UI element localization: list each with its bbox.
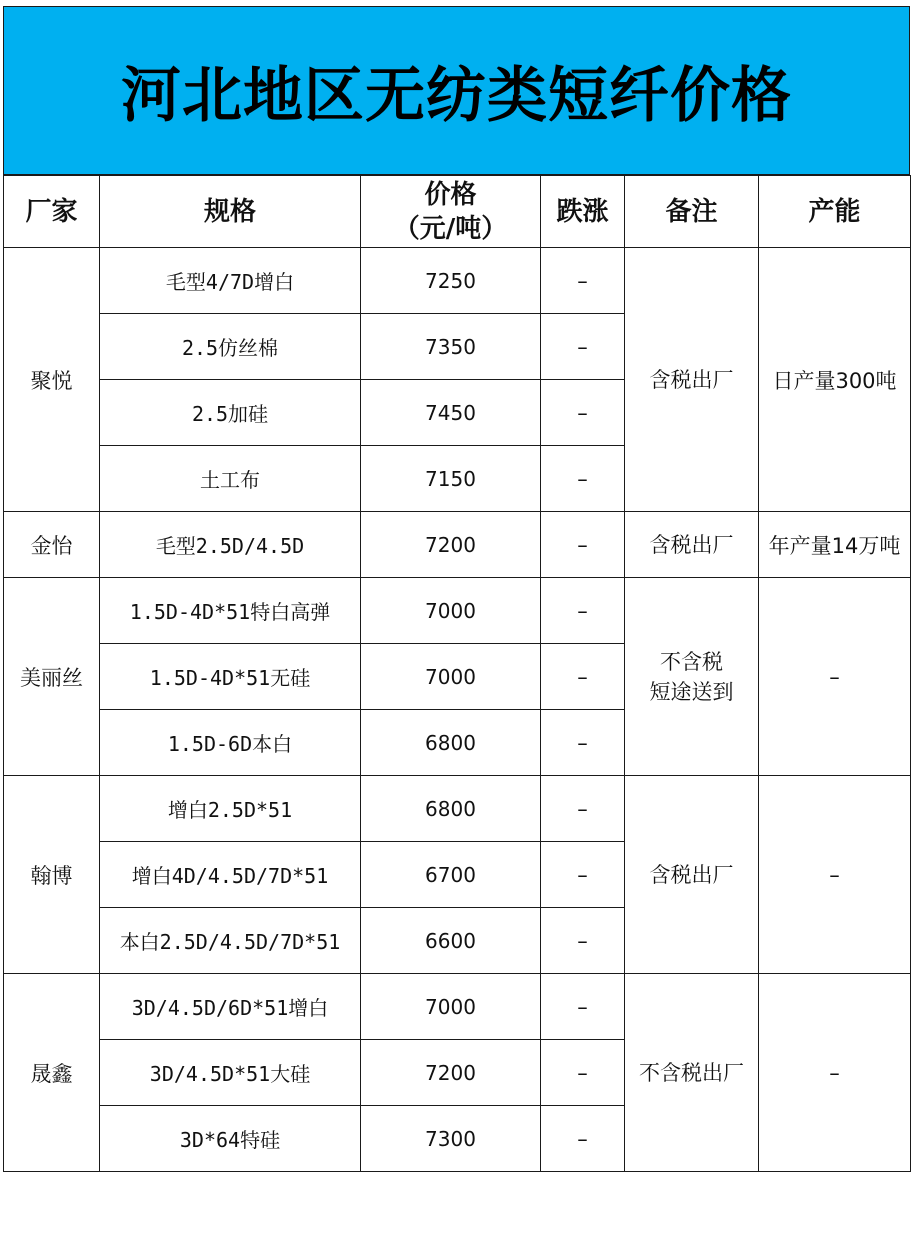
change-cell: – — [541, 974, 625, 1040]
note-cell: 含税出厂 — [625, 248, 759, 512]
price-cell: 6800 — [361, 776, 541, 842]
spec-cell: 本白2.5D/4.5D/7D*51 — [100, 908, 361, 974]
price-cell: 7200 — [361, 1040, 541, 1106]
header-change: 跌涨 — [541, 176, 625, 248]
price-cell: 6800 — [361, 710, 541, 776]
spec-cell: 2.5仿丝棉 — [100, 314, 361, 380]
header-spec: 规格 — [100, 176, 361, 248]
price-cell: 7000 — [361, 578, 541, 644]
table-row — [4, 974, 911, 1040]
header-factory: 厂家 — [4, 176, 100, 248]
price-cell: 7300 — [361, 1106, 541, 1172]
header-price-unit: （元/吨） — [393, 213, 508, 244]
note-cell: 含税出厂 — [625, 776, 759, 974]
price-cell: 7450 — [361, 380, 541, 446]
factory-cell: 聚悦 — [4, 248, 100, 512]
spec-cell: 3D/4.5D*51大硅 — [100, 1040, 361, 1106]
spec-cell: 2.5加硅 — [100, 380, 361, 446]
price-cell: 6700 — [361, 842, 541, 908]
factory-cell: 晟鑫 — [4, 974, 100, 1172]
capacity-cell: 日产量300吨 — [759, 248, 911, 512]
change-cell: – — [541, 908, 625, 974]
price-cell: 6600 — [361, 908, 541, 974]
price-cell: 7000 — [361, 644, 541, 710]
header-price — [361, 176, 541, 248]
change-cell: – — [541, 314, 625, 380]
capacity-cell: 年产量14万吨 — [759, 512, 911, 578]
header-capacity: 产能 — [759, 176, 911, 248]
capacity-cell: – — [759, 776, 911, 974]
change-cell: – — [541, 1040, 625, 1106]
spec-cell: 1.5D-4D*51无硅 — [100, 644, 361, 710]
spec-cell: 3D*64特硅 — [100, 1106, 361, 1172]
spec-cell: 增白4D/4.5D/7D*51 — [100, 842, 361, 908]
price-cell: 7250 — [361, 248, 541, 314]
spec-cell: 3D/4.5D/6D*51增白 — [100, 974, 361, 1040]
change-cell: – — [541, 1106, 625, 1172]
header-note: 备注 — [625, 176, 759, 248]
header-row — [4, 176, 911, 248]
table-row — [4, 776, 911, 842]
table-row — [4, 578, 911, 644]
capacity-cell: – — [759, 974, 911, 1172]
price-cell: 7000 — [361, 974, 541, 1040]
note-cell: 不含税 短途送到 — [625, 578, 759, 776]
price-cell: 7150 — [361, 446, 541, 512]
factory-cell: 金怡 — [4, 512, 100, 578]
change-cell: – — [541, 248, 625, 314]
capacity-cell: – — [759, 578, 911, 776]
spec-cell: 土工布 — [100, 446, 361, 512]
change-cell: – — [541, 776, 625, 842]
note-cell: 不含税出厂 — [625, 974, 759, 1172]
change-cell: – — [541, 842, 625, 908]
factory-cell: 翰博 — [4, 776, 100, 974]
title-banner — [3, 6, 910, 175]
spec-cell: 毛型2.5D/4.5D — [100, 512, 361, 578]
change-cell: – — [541, 446, 625, 512]
page-title: 河北地区无纺类短纤价格 — [121, 60, 792, 131]
change-cell: – — [541, 644, 625, 710]
spec-cell: 毛型4/7D增白 — [100, 248, 361, 314]
change-cell: – — [541, 512, 625, 578]
spec-cell: 增白2.5D*51 — [100, 776, 361, 842]
table-row — [4, 248, 911, 314]
price-cell: 7200 — [361, 512, 541, 578]
header-price-label: 价格 — [424, 179, 477, 210]
spec-cell: 1.5D-6D本白 — [100, 710, 361, 776]
spec-cell: 1.5D-4D*51特白高弹 — [100, 578, 361, 644]
note-cell: 含税出厂 — [625, 512, 759, 578]
change-cell: – — [541, 578, 625, 644]
table-row — [4, 512, 911, 578]
price-cell: 7350 — [361, 314, 541, 380]
change-cell: – — [541, 380, 625, 446]
factory-cell: 美丽丝 — [4, 578, 100, 776]
price-table — [3, 175, 911, 1172]
change-cell: – — [541, 710, 625, 776]
